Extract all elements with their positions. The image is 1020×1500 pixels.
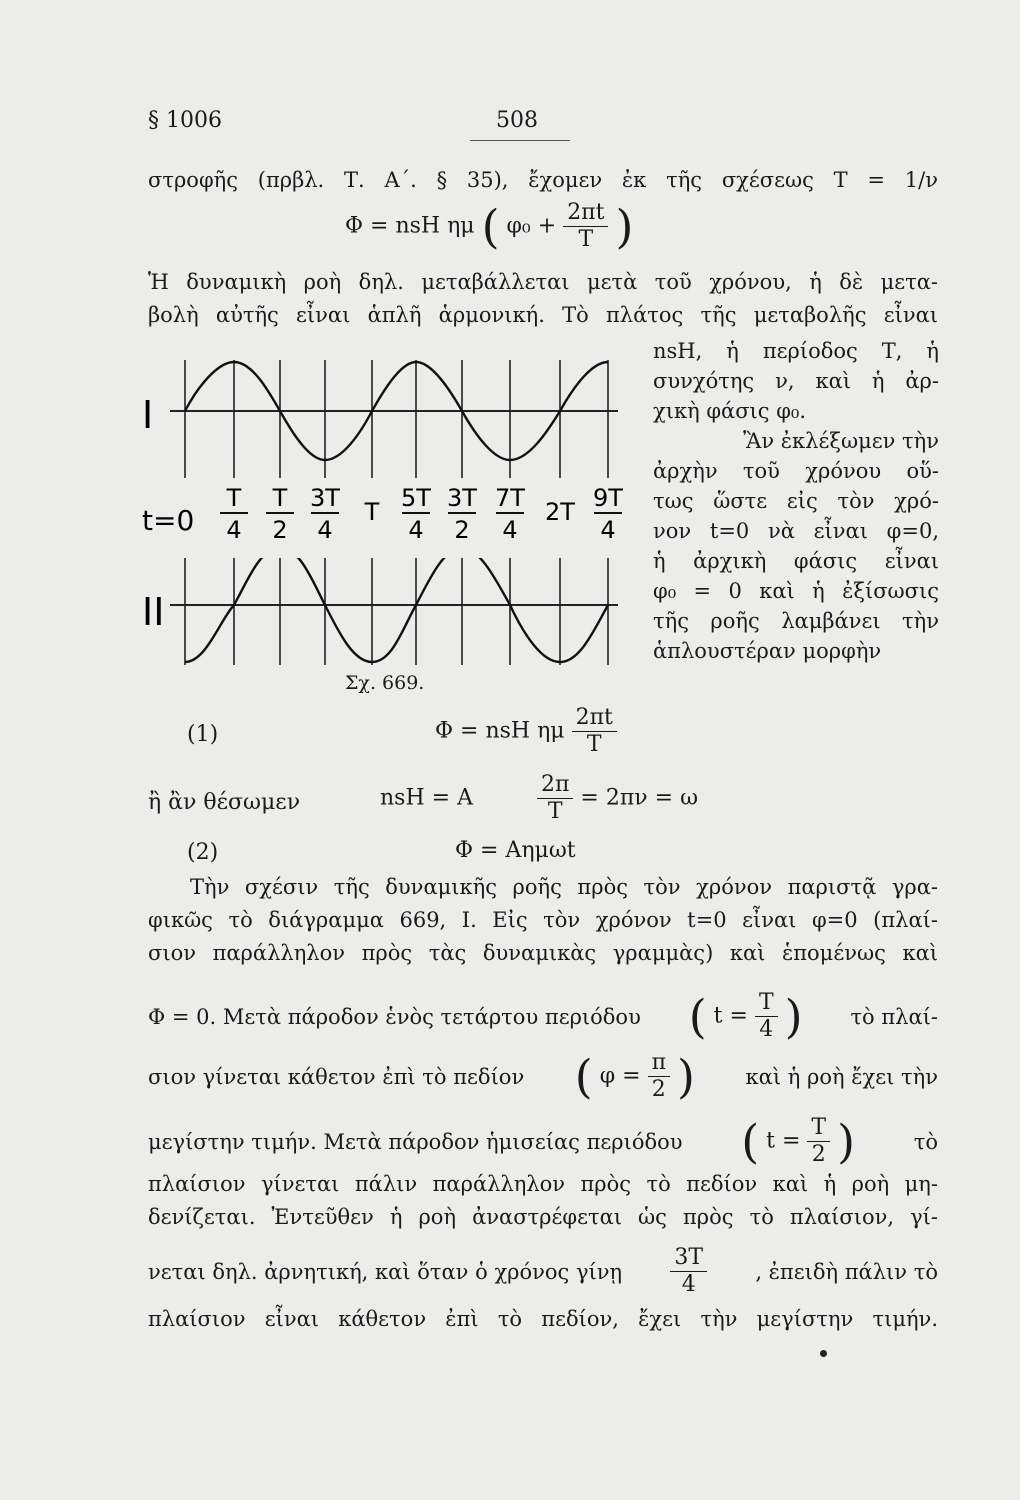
- equation-top: [345, 200, 633, 253]
- para2-line4-pre: Φ = 0. Μετὰ πάροδον ἑνὸς τετάρτου περιόδου: [148, 1004, 641, 1029]
- figure-669: [140, 350, 640, 670]
- frac-den: 4: [759, 1017, 774, 1042]
- equation-2: Φ = Aημωt: [455, 838, 576, 863]
- t-fraction: [755, 990, 778, 1043]
- para2-line4-expr: ( t = $\frac{T}{4}$ ): [688, 989, 803, 1044]
- side-line: ἡ ἀρχικὴ φάσις εἶναι: [653, 549, 939, 573]
- para2-line4: [148, 990, 938, 1043]
- tick-label-num: 3T: [310, 484, 340, 512]
- para2-line6: [148, 1115, 938, 1168]
- frac-num: T: [807, 1115, 830, 1142]
- para2-line5: [148, 1050, 938, 1103]
- equation-1: [435, 705, 617, 758]
- label-II: II: [142, 590, 165, 634]
- side-text: [653, 336, 939, 666]
- tick-label-den: 4: [317, 516, 333, 544]
- phi-fraction: [648, 1050, 670, 1103]
- frac-den: 2: [651, 1077, 666, 1102]
- tick-label-single: T: [364, 498, 380, 526]
- eq1-fraction: [572, 705, 617, 758]
- para2-line10: πλαίσιον εἶναι κάθετον ἐπὶ τὸ πεδίον, ἔχει τὴν μεγίστην τιμήν.: [148, 1307, 938, 1331]
- para2-line9-pre: νεται δηλ. ἀρνητική, καὶ ὅταν ὁ χρόνος γίνῃ: [148, 1259, 623, 1284]
- side-line: συνχότης ν, καὶ ἡ ἀρ-: [653, 369, 939, 393]
- paren-left: (: [481, 199, 500, 254]
- tick-label-den: 4: [600, 516, 616, 544]
- para2-line1: Τὴν σχέσιν τῆς δυναμικῆς ροῆς πρὸς τὸν χρόνον παριστᾷ γρα-: [190, 875, 938, 899]
- t-eq: t =: [713, 1003, 748, 1029]
- t-label: t=0: [142, 504, 195, 537]
- page-number: 508: [496, 108, 538, 133]
- eq-def-num: 2π: [537, 772, 573, 799]
- phi-eq: φ =: [599, 1063, 641, 1089]
- side-line: nsH, ἡ περίοδος Τ, ἡ: [653, 339, 939, 363]
- eq-def-rhs: = 2πν = ω: [580, 785, 699, 811]
- t-eq: t =: [766, 1128, 801, 1154]
- eq-def-lhs: nsH = A: [380, 785, 473, 811]
- tick-label-num: T: [226, 484, 242, 512]
- eq-def-intro: ἢ ἂν θέσωμεν: [148, 790, 301, 815]
- tick-label-den: 2: [272, 516, 288, 544]
- para2-line5-post: καὶ ἡ ροὴ ἔχει τὴν: [745, 1064, 938, 1089]
- para2-line8: δενίζεται. Ἐντεῦθεν ἡ ροὴ ἀναστρέφεται ὡς πρὸς τὸ πλαίσιον, γί-: [148, 1205, 938, 1229]
- eq-top-fraction: [563, 200, 608, 253]
- side-line: φ₀ = 0 καὶ ἡ ἐξίσωσις: [653, 579, 939, 603]
- para1-line1: Ἡ δυναμικὴ ροὴ δηλ. μεταβάλλεται μετὰ τοῦ χρόνου, ἡ δὲ μετα-: [148, 270, 938, 294]
- side-line: Ἂν ἐκλέξωμεν τὴν: [743, 429, 939, 453]
- header-rule: [470, 140, 570, 141]
- eq1-num: 2πt: [572, 705, 617, 732]
- eq-top-phi0: φ₀ +: [506, 213, 557, 239]
- eq1-tag: (1): [187, 722, 219, 747]
- para2-line5-expr: ( φ = $\frac{\pi}{2}$ ): [574, 1049, 695, 1104]
- eq1-den: Τ: [586, 732, 602, 757]
- para2-line6-expr: ( t = $\frac{T}{2}$ ): [741, 1114, 856, 1169]
- eq-top-lhs: Φ = nsH ημ: [345, 213, 475, 239]
- tick-label-den: 2: [454, 516, 470, 544]
- frac-den: 2: [811, 1142, 826, 1167]
- tick-label-num: 9T: [593, 484, 623, 512]
- side-line: νον t=0 νὰ εἶναι φ=0,: [653, 519, 939, 543]
- intro-line: στροφῆς (πρβλ. Τ. Α΄. § 35), ἔχομεν ἐκ τῆς σχέσεως Τ = 1/ν: [148, 168, 938, 192]
- tick-label-num: T: [272, 484, 288, 512]
- eq-def-fraction: [537, 772, 573, 825]
- para2-line6-pre: μεγίστην τιμήν. Μετὰ πάροδον ἡμισείας περιόδου: [148, 1129, 683, 1154]
- frac-num: π: [648, 1050, 670, 1077]
- eq-def-den: T: [547, 799, 563, 824]
- para2-line5-pre: σιον γίνεται κάθετον ἐπὶ τὸ πεδίον: [148, 1064, 525, 1089]
- para2-line4-post: τὸ πλαί-: [850, 1004, 938, 1029]
- three-quarter-fraction: [670, 1245, 707, 1298]
- para1-line2: βολὴ αὐτῆς εἶναι ἁπλῆ ἁρμονική. Τὸ πλάτος τῆς μεταβολῆς εἶναι: [148, 303, 938, 327]
- paren-right: ): [615, 199, 634, 254]
- side-line: ἀρχὴν τοῦ χρόνου οὕ-: [653, 459, 939, 483]
- para2-line6-post: τὸ: [913, 1129, 938, 1154]
- eq-top-den: Τ: [578, 227, 594, 252]
- para2-line2: φικῶς τὸ διάγραμμα 669, Ι. Εἰς τὸν χρόνον t=0 εἶναι φ=0 (πλαί-: [148, 908, 938, 932]
- para2-line3: σιον παράλληλον πρὸς τὰς δυναμικὰς γραμμὰς) καὶ ἑπομένως καὶ: [148, 941, 938, 965]
- side-line: χικὴ φάσις φ₀.: [653, 399, 807, 423]
- tick-label-num: 5T: [401, 484, 431, 512]
- frac-num: T: [755, 990, 778, 1017]
- t-fraction: [807, 1115, 830, 1168]
- tick-label-den: 4: [408, 516, 424, 544]
- eq1-lhs: Φ = nsH ημ: [435, 718, 565, 744]
- eq-top-num: 2πt: [563, 200, 608, 227]
- para2-line7: πλαίσιον γίνεται πάλιν παράλληλον πρὸς τὸ πεδίον καὶ ἡ ροὴ μη-: [148, 1172, 938, 1196]
- tick-label-num: 3T: [447, 484, 477, 512]
- frac-den: 4: [681, 1272, 696, 1297]
- label-I: I: [142, 393, 154, 437]
- tick-label-den: 4: [226, 516, 242, 544]
- ink-dot: [820, 1350, 827, 1357]
- equation-def: [380, 772, 698, 825]
- section-number: § 1006: [148, 108, 222, 133]
- frac-num: 3T: [670, 1245, 707, 1272]
- side-line: τως ὥστε εἰς τὸν χρό-: [653, 489, 939, 513]
- eq2-tag: (2): [187, 840, 219, 865]
- para2-line9: [148, 1245, 938, 1298]
- side-line: τῆς ροῆς λαμβάνει τὴν: [653, 609, 939, 633]
- tick-label-num: 7T: [495, 484, 525, 512]
- tick-label-single: 2T: [545, 498, 575, 526]
- figure-caption: Σχ. 669.: [345, 672, 425, 694]
- side-line: ἁπλουστέραν μορφὴν: [653, 639, 882, 663]
- tick-label-den: 4: [502, 516, 518, 544]
- para2-line9-post: , ἐπειδὴ πάλιν τὸ: [755, 1259, 938, 1284]
